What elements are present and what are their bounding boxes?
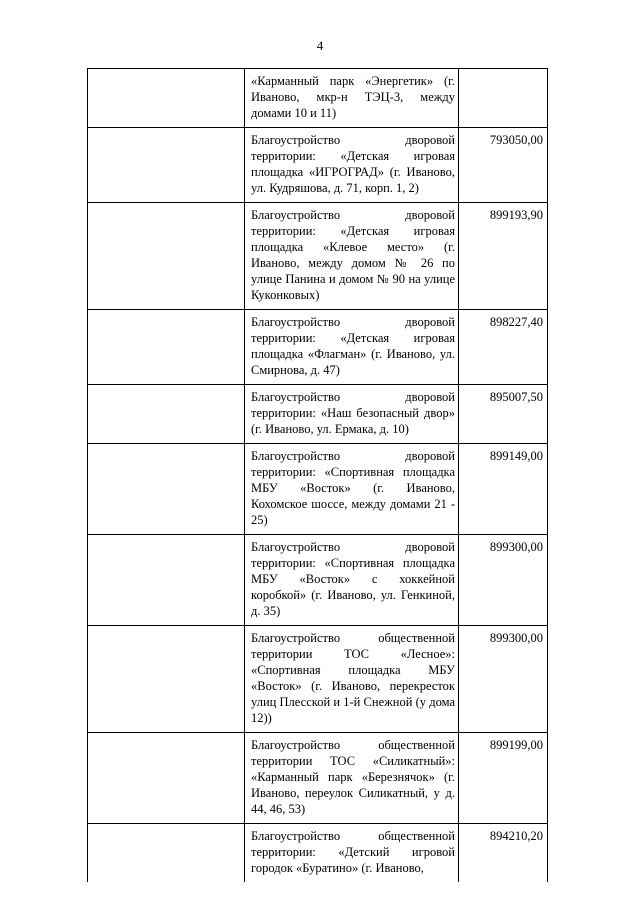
table-cell-amount bbox=[459, 444, 548, 535]
table-row bbox=[88, 128, 548, 203]
table-cell-amount bbox=[459, 535, 548, 626]
table-cell-empty bbox=[88, 626, 245, 733]
project-description: Благоустройство дворовой территории: «Спортивная площадка МБУ «Восток» (г. Иваново, Кохомское шоссе, между домами 21 - 25) bbox=[251, 449, 455, 527]
table-cell-description bbox=[245, 626, 459, 733]
table-row bbox=[88, 733, 548, 824]
project-description: Благоустройство общественной территории: «Детский игровой городок «Буратино» (г. Иваново, bbox=[251, 829, 455, 875]
table-cell-amount bbox=[459, 310, 548, 385]
table-row bbox=[88, 203, 548, 310]
table-cell-empty bbox=[88, 128, 245, 203]
projects-table bbox=[87, 68, 548, 882]
project-description: Благоустройство общественной территории ТОС «Лесное»: «Спортивная площадка МБУ «Восток» (г. Иваново, перекресток улиц Плесской и 1-й Снежной (у дома 12)) bbox=[251, 631, 455, 725]
page-number: 4 bbox=[316, 38, 324, 53]
table-cell-description bbox=[245, 69, 459, 128]
table-cell-description bbox=[245, 733, 459, 824]
table-row bbox=[88, 626, 548, 733]
table-row bbox=[88, 535, 548, 626]
project-description: Благоустройство дворовой территории: «Наш безопасный двор» (г. Иваново, ул. Ермака, д. 10) bbox=[251, 390, 455, 436]
table-cell-empty bbox=[88, 310, 245, 385]
project-description: Благоустройство дворовой территории: «Детская игровая площадка «ИГРОГРАД» (г. Иваново, ул. Кудряшова, д. 71, корп. 1, 2) bbox=[251, 133, 455, 195]
table-cell-description bbox=[245, 444, 459, 535]
project-amount: 899300,00 bbox=[489, 540, 543, 554]
table-cell-description bbox=[245, 535, 459, 626]
project-amount: 895007,50 bbox=[489, 390, 543, 404]
table-row bbox=[88, 310, 548, 385]
table-cell-empty bbox=[88, 385, 245, 444]
table-cell-empty bbox=[88, 824, 245, 883]
table-cell-description bbox=[245, 203, 459, 310]
table-cell-description bbox=[245, 824, 459, 883]
project-amount bbox=[459, 69, 547, 73]
table-cell-empty bbox=[88, 203, 245, 310]
project-description: Благоустройство дворовой территории: «Детская игровая площадка «Клевое место» (г. Иваново, между домом № 26 по улице Панина и домом № 90 на улице Куконковых) bbox=[251, 208, 455, 302]
table-cell-amount bbox=[459, 626, 548, 733]
table-cell-amount bbox=[459, 128, 548, 203]
table-cell-empty bbox=[88, 535, 245, 626]
table-cell-description bbox=[245, 310, 459, 385]
table-row bbox=[88, 824, 548, 883]
project-amount: 899193,90 bbox=[489, 208, 543, 222]
project-description: Благоустройство дворовой территории: «Детская игровая площадка «Флагман» (г. Иваново, ул. Смирнова, д. 47) bbox=[251, 315, 455, 377]
project-description: Благоустройство общественной территории ТОС «Силикатный»: «Карманный парк «Березнячок» (г. Иваново, переулок Силикатный, у д. 44, 46, 53) bbox=[251, 738, 455, 816]
table-row bbox=[88, 69, 548, 128]
table-cell-empty bbox=[88, 444, 245, 535]
project-amount: 899149,00 bbox=[489, 449, 543, 463]
table-cell-description bbox=[245, 385, 459, 444]
table-cell-empty bbox=[88, 69, 245, 128]
table-cell-description bbox=[245, 128, 459, 203]
table-cell-amount bbox=[459, 69, 548, 128]
project-description: «Карманный парк «Энергетик» (г. Иваново, мкр-н ТЭЦ-3, между домами 10 и 11) bbox=[251, 74, 455, 120]
project-amount: 899199,00 bbox=[489, 738, 543, 752]
table-cell-amount bbox=[459, 824, 548, 883]
project-amount: 894210,20 bbox=[489, 829, 543, 843]
project-description: Благоустройство дворовой территории: «Спортивная площадка МБУ «Восток» с хоккейной коробкой» (г. Иваново, ул. Генкиной, д. 35) bbox=[251, 540, 455, 618]
project-amount: 793050,00 bbox=[489, 133, 543, 147]
table-cell-amount bbox=[459, 385, 548, 444]
table-cell-amount bbox=[459, 733, 548, 824]
table-row bbox=[88, 444, 548, 535]
table-cell-empty bbox=[88, 733, 245, 824]
table-row bbox=[88, 385, 548, 444]
project-amount: 899300,00 bbox=[489, 631, 543, 645]
project-amount: 898227,40 bbox=[489, 315, 543, 329]
table-cell-amount bbox=[459, 203, 548, 310]
